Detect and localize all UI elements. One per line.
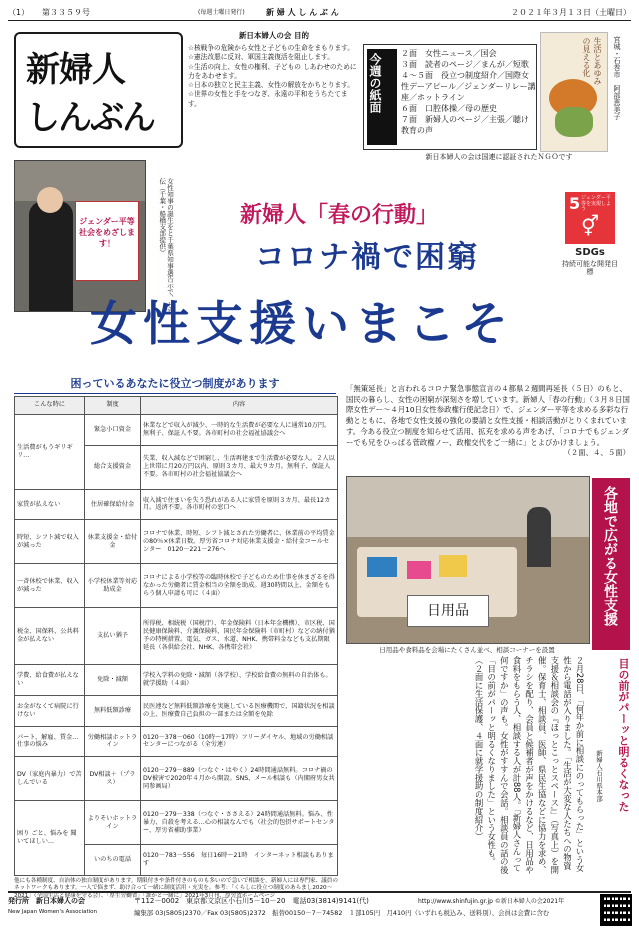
table-row: 時短、シフト減で収入が減った 休業支援金・給付金 コロナで休業、時短、シフト減とされた労働者に、休業前の平均賃金の80％×休業日数。厚労省コロナ対応休業支援金・給付金コールセンター 0120－221－276へ (15, 520, 338, 564)
table-row: 税金、国保料、公共料金が払えない 支払い猶予 所得税、相続税（国税庁）、年金保険料（日本年金機構）、市区税、国民健康保険料、介護保険料、国民年金保険料（市町村）などの納付猶予の特例措置。電気、ガス、水道、NHK、携帯料金なども支払期限延長（各供給会社、NHK、各携帯会社） (15, 608, 338, 665)
masthead-logo (14, 32, 183, 148)
art-corner (540, 32, 636, 150)
lead-paragraph (346, 384, 630, 459)
support-event-photo (346, 476, 590, 644)
headline-main: 女性支援いまこそ (90, 297, 514, 352)
headline-sub: コロナ禍で困窮 (255, 240, 479, 275)
masthead-line2: しんぶん (26, 98, 154, 138)
contents-item[interactable]: ６面 口腔体操／母の歴史 (401, 104, 497, 114)
contents-box (363, 44, 537, 150)
table-col-header: 制度 (85, 397, 141, 415)
table-row: 総合支援資金 失業、収入減などで困窮し、生活再建まで生活費が必要な人。２人以上世帯に月20万円以内、原則３カ月、最大９カ月。無利子、保証人不要。各市町村の社会福祉協議会へ (15, 445, 338, 489)
aims-item: ☆世界の女性と手をつなぎ、永遠の平和をうちたてます。 (188, 90, 348, 108)
photo-sign: ジェンダー平等社会をめざします！ (75, 201, 139, 281)
contents-item[interactable]: ２面 女性ニュース／国会 (401, 49, 497, 58)
aims-item: ☆生活の向上、女性の権利、子どもの しあわせのために力をあわせます。 (188, 62, 357, 80)
table-row: 生活費がもうギリギリ… 緊急小口資金 休業などで収入が減少、一時的な生活費が必要な人に通常10万円。無利子、保証人不要。各市町村の社会福祉協議会へ (15, 414, 338, 445)
table-heading: 困っているあなたに役立つ制度があります (14, 375, 336, 394)
art-caption: 宮城・石巻市 阿部恵美子 (613, 36, 621, 120)
paper-name: 新 婦 人 し ん ぶ ん (266, 8, 339, 17)
publisher-address: 〒112－0002 東京都文京区小石川5－10－20 電話03(3814)9141(代) (134, 897, 369, 905)
table-row: DV（家庭内暴力）で苦しんでいる DV相談＋（プラス） 0120－279－889（つなぐ・はやく）24時間通話無料。コロナ禍のDV被害で2020年４月から開設。SNS、メール相談も（内閣府男女共同参画局） (15, 757, 338, 801)
contents-item[interactable]: ３面 読者のページ／まんが／短歌 (401, 60, 529, 70)
aims-item: ☆憲法改悪に反対、軍国主義復活を阻止します。 (188, 53, 334, 62)
artwork-image: 生活とあゆみの見える化 (540, 32, 608, 152)
sdg-icon: 5 ジェンダー平等を実現しよう ⚥ (565, 192, 615, 244)
table-row: 一斉休校で休業、収入が減った 小学校休業等対応助成金 コロナによる小学校等の臨時休校で子どものため仕事を休まざるを得なかった労働者に賃金相当の全額を助成。週30時間以上、金額をもらう個人申請も可に（４面） (15, 564, 338, 608)
lead-page-ref: （２面、４、５面） (563, 448, 630, 458)
table-row: パート、解雇、賃金…仕事の悩み 労働相談ホットライン 0120－378－060（10時～17時）フリーダイヤル、地域の労働相談センターにつながる（全労連） (15, 726, 338, 757)
masthead-line1: 新婦人 (26, 50, 125, 90)
contents-label: 今週の紙面 (367, 49, 397, 145)
ngo-note: 新日本婦人の会は国連に認証されたＮＧＯです (425, 153, 573, 161)
section-heading-box: 各地で広がる女性支援 (592, 478, 630, 650)
article-byline: 新婦人石川県本部 (595, 750, 603, 802)
lead-text: 「無策延長」と言われるコロナ緊急事態宣言の４都県２週間再延長（５日）のもと、国民の暮らし、女性の困窮が深刻さを増しています。新婦人「春の行動」（３月８日国際女性デー〜４月10日女性参政権行使記念日）で、ジェンダー平等を求める多彩な行動とともに、各地で女性支援の強化の要請と女性支援・相談活動がとりくまれています。今ある役立つ制度を知らせて活用、拡充を求める声をあげ、「コロナでもジェンダーでも兄をひっぱる菅政権ノー、政権交代をご一緒に」とよびかけましょう。 (346, 384, 630, 447)
issue-number: 第３３５９号 (42, 8, 90, 17)
association-aims (188, 30, 360, 150)
website-link[interactable]: http://www.shinfujin.gr.jp ©新日本婦人の会2021年 (418, 898, 565, 905)
headline-campaign: 新婦人「春の行動」 (240, 203, 439, 228)
aims-item: ☆日本の独立と民主主義、女性の解放をかちとります。 (188, 81, 354, 89)
photo-caption: 日用品や食料品を会場にたくさん並べ、相談コーナーを設置 (379, 646, 555, 654)
table-row: いのちの電話 0120－783－556 毎日16時～21時 インターネット相談もあります (15, 845, 338, 876)
photo-caption: 女性知事の誕生をと千葉県知事選告示で、と宣伝（千葉・船橋支部提供） (158, 178, 174, 315)
qr-code-icon[interactable] (600, 894, 632, 926)
top-bar (8, 4, 631, 21)
issue-date: ２０２１年３月１３日（土曜日） (511, 8, 631, 17)
page-number: （1） (8, 8, 30, 17)
aims-item: ☆核戦争の危険から女性と子どもの生命をまもります。 (188, 44, 354, 52)
article-body: ２月28日、「何年か前に相談にのってもらった」という女性から電話が入りました。「生活が大変な人たちへの物資支援＆相談会の『ほっとこっとスペース』」（写真上）を開催。保育士、相談員、医師、県民生協などに協力を求め、チラシを配り、会員と候補者が声をかけるなど、日用品や食料をもらう人、相談する人が計88人。「新婦人さんって何ですか」の声も。女性がすすんで会話。相談員の話の後「目の前がパーッと明るくなりました」という女性も。（２面に生活保護、４面に就学援助の制度紹介） (474, 656, 585, 875)
table-row: お金がなくて病院に行けない 無料低額診療 民医連など無料低額診療を実施している医療機関で、国籍状況を相談の上、医療費自己負担の一部または全額を免除 (15, 695, 338, 726)
contents-item[interactable]: ４〜５面 役立つ制度紹介／国際女性デーアピール／ジェンダーリレー講座／ホットライン (401, 71, 536, 103)
table-col-header: こんな時に (15, 397, 85, 415)
support-table (14, 396, 338, 876)
publish-note: (毎週土曜日発行) (198, 9, 245, 16)
article-subheading: 目の前がパーッと明るくなった (617, 658, 630, 812)
publisher-name: 発行所 新日本婦人の会 (8, 897, 85, 905)
table-row: 困り ごと、悩みを 聞いてほしい… よりそいホットライン 0120－279－338（つなぐ・ささえる）24時間通話無料。悩み、性暴力、自殺を考える…心の相談なんでも（社会的包摂サポートセンター、厚労省補助事業） (15, 801, 338, 845)
contents-item[interactable]: ７面 新婦人のページ／主張／聴け教育の声 (401, 115, 529, 136)
table-col-header: 内容 (141, 397, 338, 415)
aims-heading: 新日本婦人の会 目的 (238, 31, 310, 40)
editorial-info: 編集部 03(5805)2370／Fax 03(5805)2372 振替00150－7－74582 １部105円 月410円（いずれも税込み、送料別）、会員は会費に含む (134, 909, 550, 917)
table-note: 他にも各種制度、自治体の独自制度があります。期限付きや条件付きのものも多いので急いで相談を。新婦人には専門家、議員のネットワークもあります。一人で悩まず、助け合って一緒に制度活用・充実を。参考：「くらしに役立つ制度のあらまし2020～2021」（全国生活と健康を守る会）、「厚生労働省」「誰かと一緒に」2021年3月刊、厚労省ホームページ (14, 878, 338, 899)
photo-sign: 日用品 (407, 595, 489, 627)
sdg-caption: SDGs 持続可能な開発目標 (562, 247, 618, 277)
publisher-en: New Japan Women's Association (8, 909, 97, 915)
table-row: 家賃が払えない 住居確保給付金 収入減で住まいを失う恐れがある人に家賃を原則３カ月、最長12カ月。返済不要。各市町村の窓口へ (15, 489, 338, 520)
footer (8, 891, 631, 927)
table-row: 学費、給食費が払えない 免除・減額 学校入学料の免除・減額（各学校）、学校給食費の無料の自治体も。就学援助（４面） (15, 664, 338, 695)
